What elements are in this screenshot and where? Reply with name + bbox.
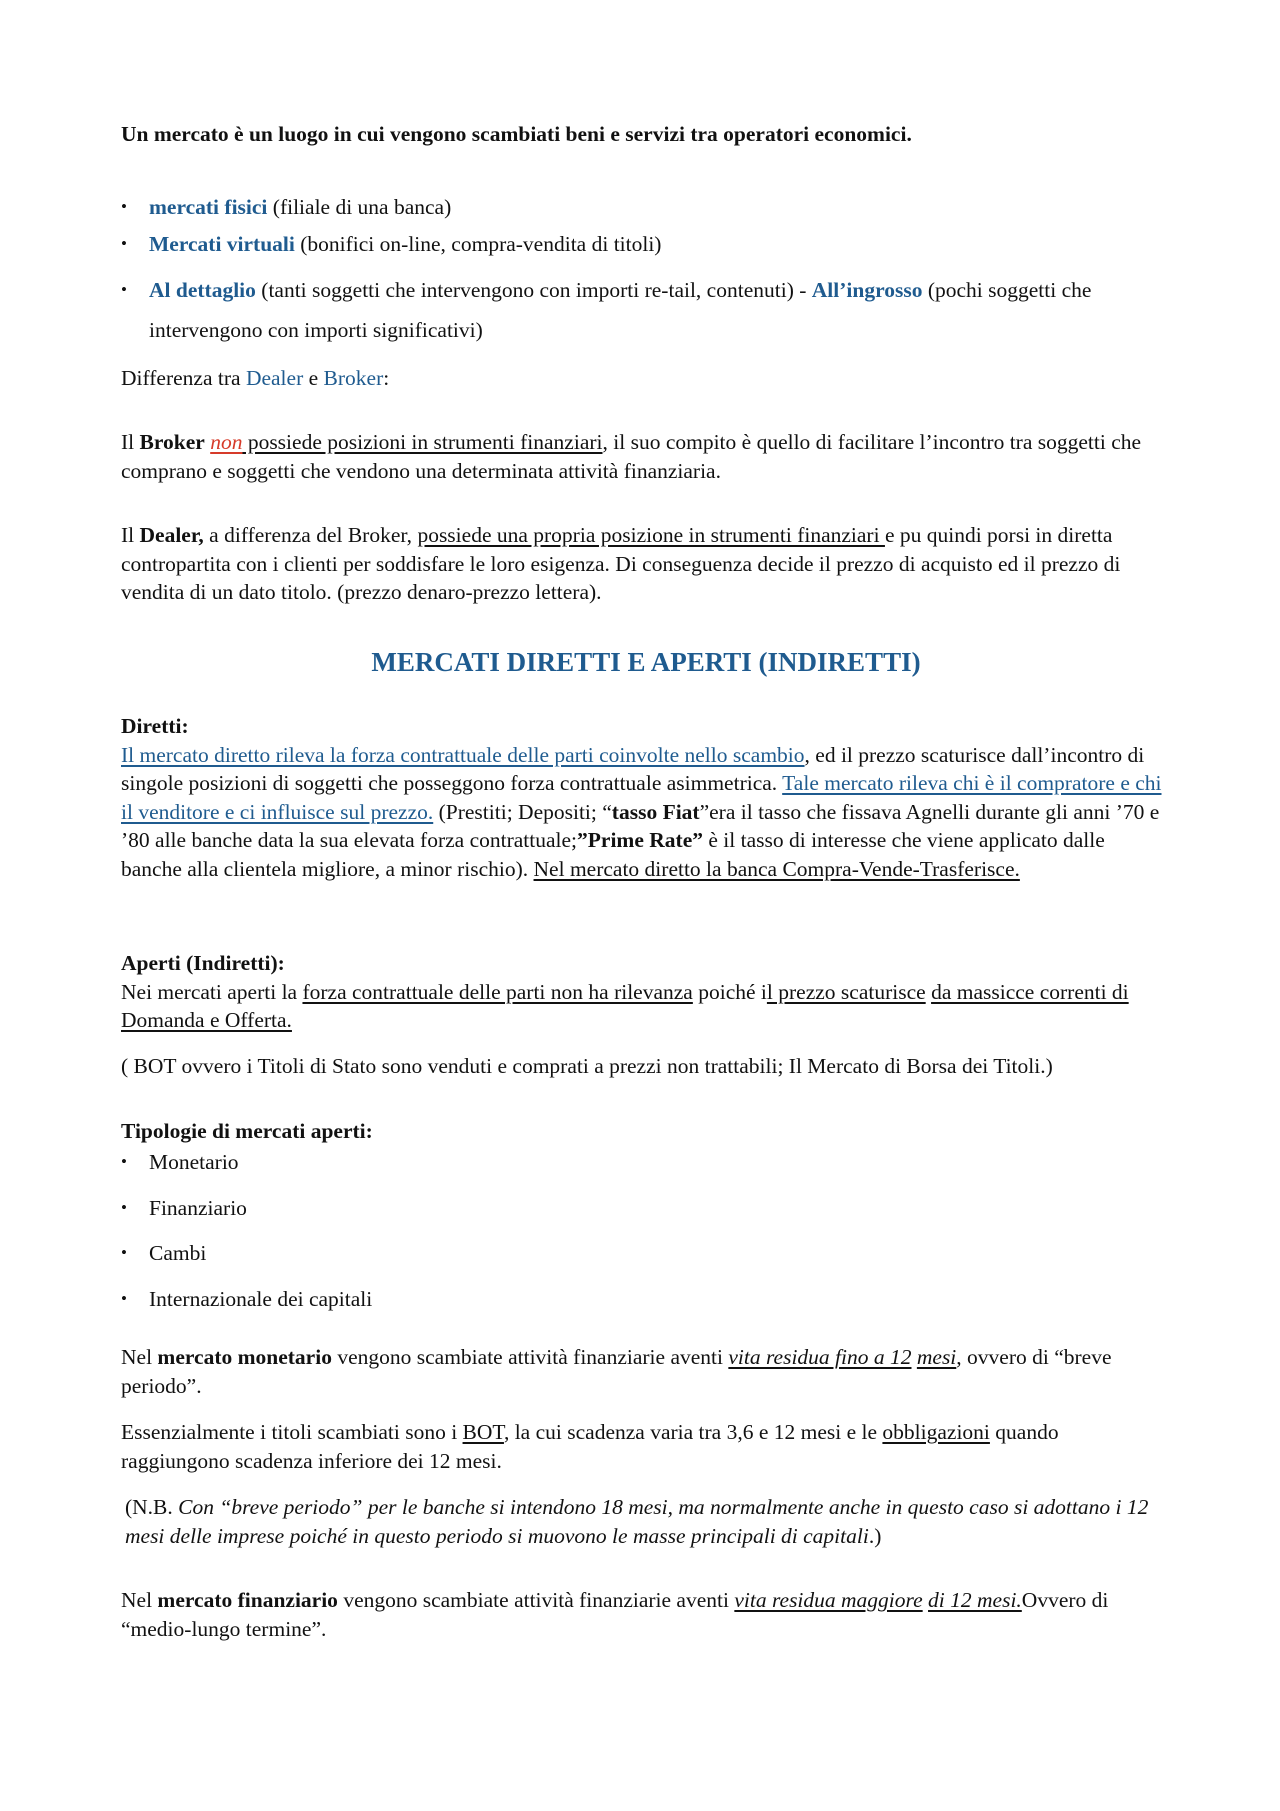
term-mercati-fisici: mercati fisici bbox=[149, 195, 268, 219]
term-description: (bonifici on-line, compra-vendita di titoli) bbox=[294, 231, 662, 256]
direct-price-link[interactable]: Tale mercato rileva chi è il compratore e chi il venditore e ci influisce sul prezzo. bbox=[121, 771, 1162, 824]
list-item-label: Cambi bbox=[149, 1241, 207, 1265]
underlined-text: l prezzo scaturisce bbox=[766, 979, 926, 1004]
monetary-bold: mercato monetario bbox=[157, 1345, 332, 1369]
text-run: e pu quindi porsi in diretta contropartita con i clienti per soddisfare le loro esigenza. Di conseguenza decide il prezzo di acquisto ed il prezzo di vendita di un dato titolo. (prezzo denaro-prezzo lettera). bbox=[121, 523, 1121, 604]
list-item bbox=[121, 1285, 1171, 1314]
list-item bbox=[121, 1194, 1171, 1223]
broker-bold: Broker bbox=[139, 430, 205, 454]
text-run: vengono scambiate attività finanziarie aventi bbox=[337, 1588, 735, 1612]
text-run: Nel bbox=[121, 1345, 158, 1369]
difference-and: e bbox=[303, 366, 324, 390]
underlined-text: vita residua maggiore bbox=[734, 1588, 923, 1612]
direct-markets-paragraph bbox=[121, 712, 1171, 883]
dealer-term: Dealer bbox=[245, 366, 304, 390]
underlined-text: vita residua fino a 12 bbox=[728, 1345, 912, 1369]
term-description: (tanti soggetti che intervengono con importi re-tail, contenuti) - bbox=[255, 278, 812, 302]
section-heading: MERCATI DIRETTI E APERTI (INDIRETTI) bbox=[371, 647, 921, 677]
text-run: vengono scambiate attività finanziarie aventi bbox=[331, 1345, 729, 1369]
open-markets-example: ( BOT ovvero i Titoli di Stato sono venduti e comprati a prezzi non trattabili; Il Mercato di Borsa dei Titoli.) bbox=[121, 1054, 1053, 1078]
underlined-text: obbligazioni bbox=[882, 1420, 990, 1444]
list-item bbox=[121, 270, 1171, 350]
monetary-market-paragraph bbox=[121, 1343, 1171, 1400]
open-markets-paragraph bbox=[121, 949, 1171, 1035]
term-description: (pochi soggetti che intervengono con importi significativi) bbox=[149, 278, 1092, 342]
underlined-text: da massicce correnti di Domanda e Offerta. bbox=[121, 979, 1129, 1032]
open-types-list bbox=[121, 1148, 1171, 1313]
underlined-text: mesi bbox=[916, 1345, 957, 1369]
text-run: , la cui scadenza varia tra 3,6 e 12 mesi e le bbox=[503, 1420, 883, 1444]
text-run: ”era il tasso che fissava Agnelli durante gli anni ’70 e ’80 alle banche data la sua elevata forza contrattuale; bbox=[121, 799, 1160, 852]
term-al-dettaglio: Al dettaglio bbox=[149, 278, 256, 302]
list-item-label: Finanziario bbox=[149, 1195, 247, 1220]
text-run: .) bbox=[868, 1524, 882, 1548]
broker-paragraph bbox=[121, 428, 1171, 485]
dealer-broker-difference bbox=[121, 364, 1171, 393]
list-item bbox=[121, 230, 1171, 259]
dealer-paragraph bbox=[121, 521, 1171, 607]
underlined-text: Nel mercato diretto la banca Compra-Vende-Trasferisce. bbox=[533, 856, 1020, 881]
term-mercati-virtuali: Mercati virtuali bbox=[149, 231, 295, 256]
non-emphasis: non bbox=[210, 430, 243, 454]
text-run: a differenza del Broker, bbox=[203, 523, 418, 547]
broker-term: Broker bbox=[323, 366, 384, 390]
text-run: Il bbox=[121, 523, 140, 547]
intro-definition: Un mercato è un luogo in cui vengono scambiati beni e servizi tra operatori economici. bbox=[121, 122, 912, 146]
financial-bold: mercato finanziario bbox=[157, 1588, 338, 1612]
list-item bbox=[121, 193, 1171, 222]
text-run: quando raggiungono scadenza inferiore dei 12 mesi. bbox=[121, 1420, 1059, 1473]
text-run: (Prestiti; Depositi; “ bbox=[433, 799, 612, 824]
text-run: è il tasso di interesse che viene applicato dalle banche alla clientela migliore, a minor rischio). bbox=[121, 828, 1105, 881]
text-run: Essenzialmente i titoli scambiati sono i bbox=[121, 1420, 463, 1444]
text-run: , il suo compito è quello di facilitare l’incontro tra soggetti che comprano e soggetti che vendono una determinata attività finanziaria. bbox=[121, 430, 1142, 483]
list-item-label: Monetario bbox=[149, 1150, 239, 1174]
underlined-text: BOT bbox=[462, 1420, 504, 1444]
text-run: , ovvero di “breve periodo”. bbox=[121, 1345, 1112, 1398]
text-run: , ed il prezzo scaturisce dall’incontro di singole posizioni di soggetti che posseggono forza contrattuale asimmetrica. bbox=[121, 742, 1145, 795]
list-item-label: Internazionale dei capitali bbox=[149, 1286, 373, 1311]
direct-definition-link[interactable]: Il mercato diretto rileva la forza contrattuale delle parti coinvolte nello scambio bbox=[121, 742, 805, 767]
text-run: poiché i bbox=[692, 979, 767, 1004]
bot-paragraph bbox=[121, 1418, 1171, 1475]
list-item bbox=[121, 1148, 1171, 1177]
open-label: Aperti (Indiretti): bbox=[121, 951, 285, 975]
market-types-list bbox=[121, 193, 1171, 350]
financial-market-paragraph bbox=[121, 1586, 1171, 1643]
text-run: Ovvero di “medio-lungo termine”. bbox=[121, 1588, 1109, 1641]
text-run: Nei mercati aperti la bbox=[121, 979, 303, 1004]
prime-rate-bold: ”Prime Rate” bbox=[577, 828, 703, 852]
text-run: (N.B. bbox=[125, 1495, 179, 1519]
dealer-bold: Dealer, bbox=[139, 523, 204, 547]
text-run: Il bbox=[121, 430, 140, 454]
open-types-label: Tipologie di mercati aperti: bbox=[121, 1119, 373, 1143]
underlined-text: possiede posizioni in strumenti finanziari bbox=[242, 430, 603, 454]
difference-suffix: : bbox=[383, 366, 390, 390]
difference-prefix: Differenza tra bbox=[121, 366, 246, 390]
term-all-ingrosso: All’ingrosso bbox=[811, 278, 923, 302]
underlined-text: forza contrattuale delle parti non ha rilevanza bbox=[302, 979, 693, 1004]
tasso-fiat-bold: tasso Fiat bbox=[611, 799, 700, 824]
nb-note bbox=[125, 1493, 1171, 1551]
term-description: (filiale di una banca) bbox=[267, 195, 452, 219]
direct-label: Diretti: bbox=[121, 714, 189, 738]
list-item bbox=[121, 1239, 1171, 1268]
underlined-text: di 12 mesi. bbox=[928, 1588, 1022, 1612]
text-run: Nel bbox=[121, 1588, 158, 1612]
underlined-text: possiede una propria posizione in strumenti finanziari bbox=[417, 523, 885, 547]
italic-note: Con “breve periodo” per le banche si intendono 18 mesi, ma normalmente anche in questo caso si adottano i 12 mesi delle imprese poiché in questo periodo si muovono le masse principali di capitali bbox=[125, 1495, 1149, 1548]
